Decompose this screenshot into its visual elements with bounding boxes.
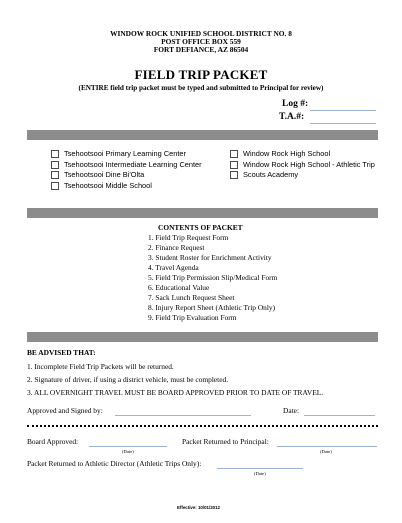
checkbox[interactable] bbox=[51, 150, 59, 158]
contents-section bbox=[148, 223, 277, 323]
log-number-field[interactable] bbox=[310, 101, 376, 111]
date-caption: (Date) bbox=[254, 471, 266, 476]
approved-signature-field[interactable] bbox=[115, 406, 251, 416]
school-option[interactable] bbox=[230, 160, 375, 171]
checkbox[interactable] bbox=[230, 161, 238, 169]
contents-heading: CONTENTS OF PACKET bbox=[158, 223, 243, 232]
school-list-left bbox=[51, 149, 202, 191]
section-divider-bar bbox=[27, 208, 378, 218]
returned-principal-field[interactable] bbox=[277, 437, 377, 447]
checkbox[interactable] bbox=[230, 171, 238, 179]
date-caption: (Date) bbox=[122, 449, 134, 454]
advise-item: 2. Signature of driver, if using a district vehicle, must be completed. bbox=[27, 375, 229, 384]
contents-item: 8. Injury Report Sheet (Athletic Trip Only) bbox=[148, 303, 276, 312]
page-subtitle: (ENTIRE field trip packet must be typed and submitted to Principal for review) bbox=[78, 84, 324, 92]
section-divider-bar bbox=[27, 130, 378, 140]
returned-principal-label: Packet Returned to Principal: bbox=[182, 437, 269, 446]
school-label: Tsehootsooi Middle School bbox=[64, 180, 152, 190]
contents-item: 5. Field Trip Permission Slip/Medical Form bbox=[148, 273, 278, 282]
date-label: Date: bbox=[283, 406, 300, 415]
contents-item: 1. Field Trip Request Form bbox=[148, 233, 229, 242]
school-label: Window Rock High School - Athletic Trip bbox=[243, 159, 375, 169]
contents-item: 6. Educational Value bbox=[148, 283, 210, 292]
school-list-right bbox=[230, 149, 375, 181]
approved-signed-label: Approved and Signed by: bbox=[27, 406, 103, 415]
section-divider-bar bbox=[27, 332, 378, 342]
school-option[interactable] bbox=[51, 160, 202, 171]
school-option[interactable] bbox=[51, 181, 202, 192]
district-name: WINDOW ROCK UNIFIED SCHOOL DISTRICT NO. 8 bbox=[110, 29, 292, 38]
checkbox[interactable] bbox=[230, 150, 238, 158]
board-approved-label: Board Approved: bbox=[27, 437, 79, 446]
contents-item: 2. Finance Request bbox=[148, 243, 205, 252]
school-option[interactable] bbox=[230, 170, 375, 181]
approval-date-field[interactable] bbox=[304, 406, 375, 416]
po-box: POST OFFICE BOX 559 bbox=[161, 37, 241, 46]
city-address: FORT DEFIANCE, AZ 86504 bbox=[153, 45, 249, 54]
checkbox[interactable] bbox=[51, 161, 59, 169]
checkbox[interactable] bbox=[51, 171, 59, 179]
returned-ad-label: Packet Returned to Athletic Director (Athletic Trips Only): bbox=[27, 459, 202, 468]
contents-item: 7. Sack Lunch Request Sheet bbox=[148, 293, 235, 302]
dotted-separator bbox=[27, 425, 378, 427]
school-label: Tsehootsooi Intermediate Learning Center bbox=[64, 159, 202, 169]
advise-item: 3. ALL OVERNIGHT TRAVEL MUST BE BOARD APPROVED PRIOR TO DATE OF TRAVEL. bbox=[27, 388, 324, 397]
school-label: Tsehootsooi Dine Bi'Olta bbox=[64, 170, 145, 180]
school-option[interactable] bbox=[51, 149, 202, 160]
log-label: Log #: bbox=[282, 99, 309, 109]
date-caption: (Date) bbox=[320, 449, 332, 454]
advise-heading: BE ADVISED THAT: bbox=[27, 348, 96, 357]
page-title: FIELD TRIP PACKET bbox=[134, 67, 268, 82]
advise-item: 1. Incomplete Field Trip Packets will be returned. bbox=[27, 362, 174, 371]
contents-item: 4. Travel Agenda bbox=[148, 263, 199, 272]
returned-ad-field[interactable] bbox=[217, 459, 303, 469]
school-option[interactable] bbox=[51, 170, 202, 181]
contents-item: 3. Student Roster for Enrichment Activity bbox=[148, 253, 272, 262]
school-label: Window Rock High School bbox=[243, 149, 331, 159]
board-approved-field[interactable] bbox=[89, 437, 167, 447]
school-option[interactable] bbox=[230, 149, 375, 160]
effective-date-footer: Effective: 10/01/2012 bbox=[177, 505, 220, 510]
contents-item: 9. Field Trip Evaluation Form bbox=[148, 313, 237, 322]
checkbox[interactable] bbox=[51, 182, 59, 190]
ta-label: T.A.#: bbox=[279, 112, 305, 122]
school-label: Tsehootsooi Primary Learning Center bbox=[64, 149, 187, 159]
ta-number-field[interactable] bbox=[310, 114, 376, 124]
school-label: Scouts Academy bbox=[243, 170, 299, 180]
